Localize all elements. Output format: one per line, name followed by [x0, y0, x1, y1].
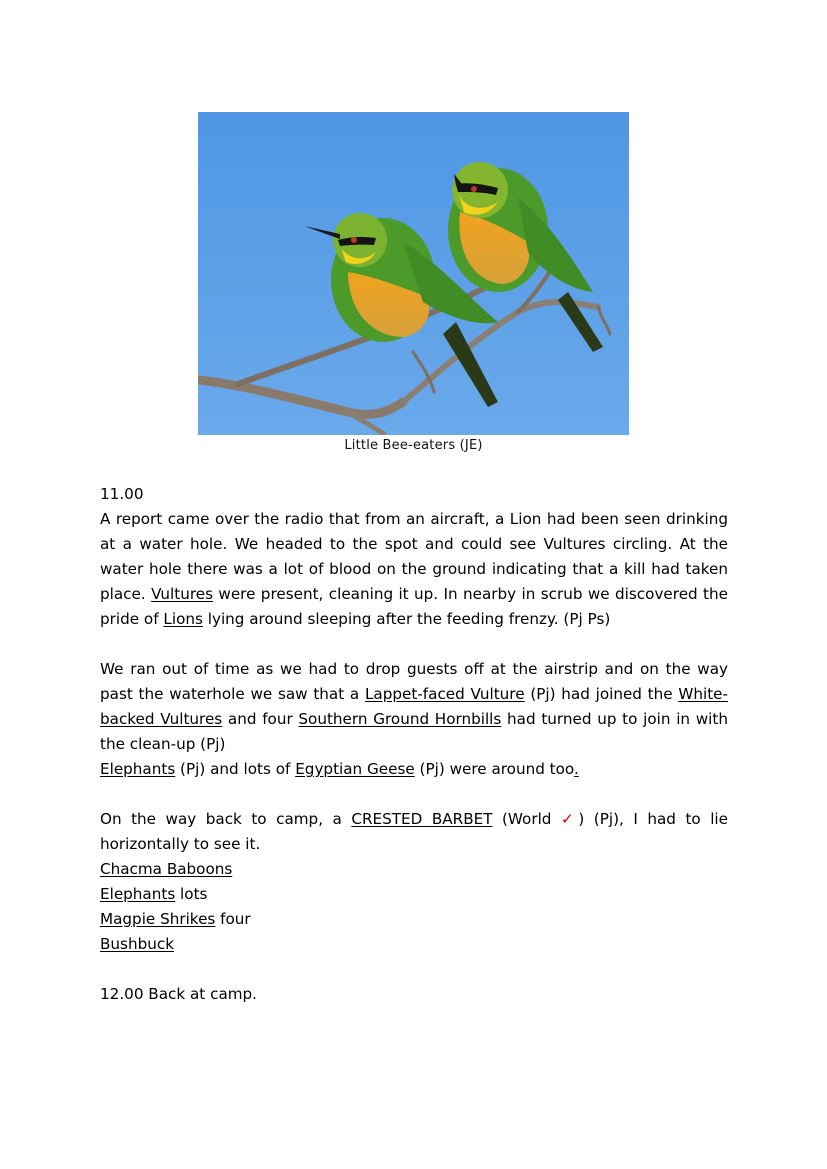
list-item	[100, 907, 728, 932]
list-item	[100, 882, 728, 907]
species-note: lots	[175, 885, 208, 903]
text-run: ) (Pj), I had to lie horizontally to see it.	[100, 810, 728, 853]
text-run: and four	[222, 710, 299, 728]
text-run: (Pj) and lots of	[175, 760, 296, 778]
back-at-camp-line: 12.00 Back at camp.	[100, 985, 258, 1003]
text-run: .	[573, 760, 579, 778]
elephants-geese-line	[100, 757, 728, 782]
text-run: (World	[492, 810, 561, 828]
species-name: Bushbuck	[100, 935, 174, 953]
text-run: lying around sleeping after the feeding frenzy. (Pj Ps)	[202, 610, 611, 628]
entry-time: 11.00	[100, 485, 144, 503]
species-crested-barbet: CRESTED BARBET	[351, 810, 493, 828]
barbet-paragraph	[100, 807, 728, 857]
diary-text	[100, 482, 728, 1007]
checkmark-icon: ✓	[560, 810, 579, 828]
airstrip-paragraph	[100, 657, 728, 757]
species-white-backed-vultures: White-backed Vultures	[100, 685, 729, 728]
paragraph-gap	[100, 782, 728, 807]
photo-caption: Little Bee-eaters (JE)	[344, 438, 483, 453]
list-item	[100, 932, 728, 957]
species-lappet-faced-vulture: Lappet-faced Vulture	[364, 685, 525, 703]
species-vultures: Vultures	[151, 585, 214, 603]
bee-eaters-photo	[198, 112, 629, 435]
species-lions: Lions	[163, 610, 203, 628]
text-run: (Pj) had joined the	[524, 685, 679, 703]
text-run: had turned up to join in with the clean-up (Pj)	[100, 710, 728, 753]
text-run: (Pj) were around too	[414, 760, 574, 778]
species-name: Chacma Baboons	[100, 860, 233, 878]
species-egyptian-geese: Egyptian Geese	[295, 760, 415, 778]
lion-paragraph	[100, 507, 728, 632]
list-item	[100, 857, 728, 882]
text-run: A report came over the radio that from an aircraft, a Lion had been seen drinking at a water hole. We headed to the spot and could see Vultures circling. At the water hole there was a lot of blood on the ground indicating that a kill had taken place.	[100, 510, 728, 603]
species-note: four	[215, 910, 251, 928]
species-name: Elephants	[100, 885, 176, 903]
paragraph-gap	[100, 632, 728, 657]
species-elephants: Elephants	[100, 760, 176, 778]
text-run: were present, cleaning it up. In nearby in scrub we discovered the pride of	[100, 585, 728, 628]
species-southern-ground-hornbills: Southern Ground Hornbills	[298, 710, 502, 728]
text-run: We ran out of time as we had to drop guests off at the airstrip and on the way past the waterhole we saw that a	[100, 660, 728, 703]
text-run: On the way back to camp, a	[100, 810, 352, 828]
paragraph-gap	[100, 957, 728, 982]
species-name: Magpie Shrikes	[100, 910, 216, 928]
